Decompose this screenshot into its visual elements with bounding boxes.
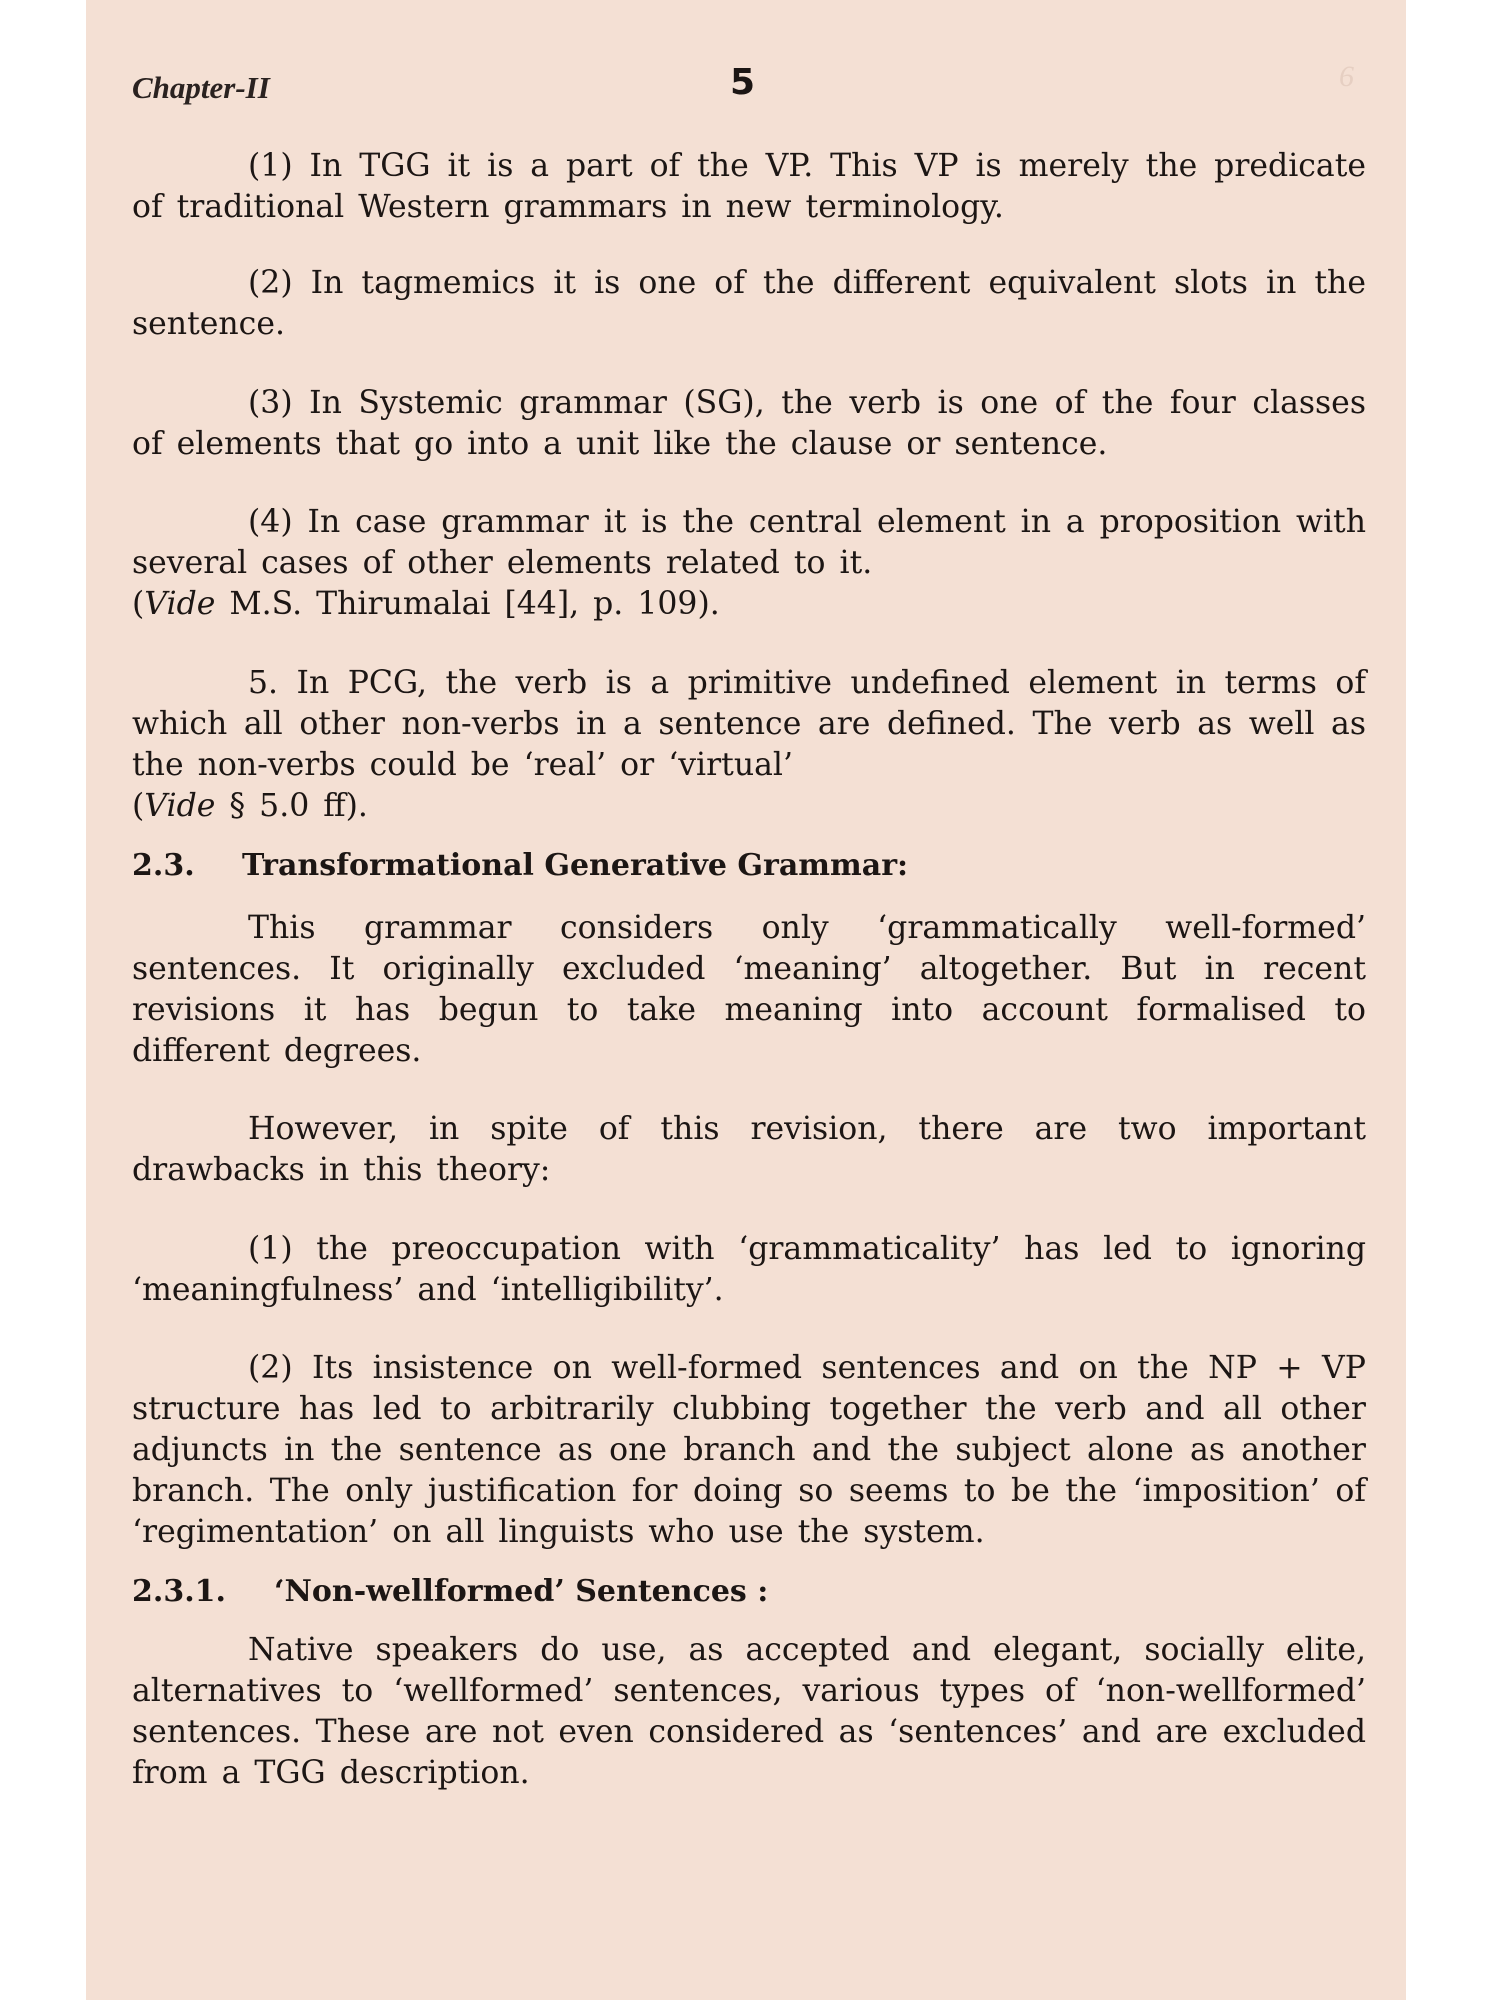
- paragraph-pcg: [132, 663, 1366, 827]
- section-heading-2-3-1: [132, 1571, 1366, 1612]
- section-number: 2.3.: [132, 848, 195, 883]
- citation-open: (: [132, 586, 145, 622]
- chapter-label: Chapter-II: [132, 70, 270, 105]
- citation-rest: M.S. Thirumalai [44], p. 109).: [215, 586, 720, 622]
- page: [86, 0, 1406, 2000]
- subsection-number: 2.3.1.: [132, 1574, 226, 1609]
- paragraph-case-grammar: [132, 502, 1366, 625]
- pcg-citation-open: (: [132, 788, 145, 824]
- paragraph-drawbacks-intro: However, in spite of this revision, there are two important drawbacks in this theory:: [132, 1111, 1366, 1188]
- case-grammar-text: (4) In case grammar it is the central element in a proposition with several cases of other elements related to it.: [132, 504, 1366, 581]
- page-header: [132, 62, 1360, 112]
- section-heading-2-3: [132, 845, 1366, 886]
- paragraph-systemic-grammar: (3) In Systemic grammar (SG), the verb is one of the four classes of elements that go into a unit like the clause or sentence.: [132, 385, 1366, 462]
- pcg-citation-vide: Vide: [144, 788, 216, 824]
- paragraph-drawback-1: (1) the preoccupation with ‘grammaticality’ has led to ignoring ‘meaningfulness’ and ‘intelligibility’.: [132, 1231, 1366, 1308]
- paragraph-drawback-2: (2) Its insistence on well-formed sentences and on the NP + VP structure has led to arbitrarily clubbing together the verb and all other adjuncts in the sentence as one branch and the subject alone as another branch. The only justification for doing so seems to be the ‘imposition’ of ‘regimentation’ on all linguists who use the system.: [132, 1350, 1366, 1550]
- subsection-title: ‘Non-wellformed’ Sentences :: [274, 1574, 769, 1609]
- citation-vide: Vide: [144, 586, 216, 622]
- paragraph-tagmemics: (2) In tagmemics it is one of the different equivalent slots in the sentence.: [132, 265, 1366, 342]
- page-body: [132, 146, 1366, 1794]
- paragraph-tgg-vp: (1) In TGG it is a part of the VP. This VP is merely the predicate of traditional Western grammars in new terminology.: [132, 148, 1366, 225]
- section-title: Transformational Generative Grammar:: [242, 848, 909, 883]
- show-through-page-number: 6: [1339, 60, 1354, 93]
- pcg-text: 5. In PCG, the verb is a primitive undefined element in terms of which all other non-verbs in a sentence are defined. The verb as well as the non-verbs could be ‘real’ or ‘virtual’: [132, 665, 1366, 783]
- paragraph-tgg-definition: This grammar considers only ‘grammatically well-formed’ sentences. It originally excluded ‘meaning’ altogether. But in recent revisions it has begun to take meaning into account formalised to different degrees.: [132, 910, 1366, 1069]
- pcg-citation-rest: § 5.0 ff).: [215, 788, 368, 824]
- paragraph-native-speakers: Native speakers do use, as accepted and elegant, socially elite, alternatives to ‘wellformed’ sentences, various types of ‘non-wellformed’ sentences. These are not even considered as ‘sentences’ and are excluded from a TGG description.: [132, 1632, 1366, 1791]
- page-number: 5: [730, 62, 756, 103]
